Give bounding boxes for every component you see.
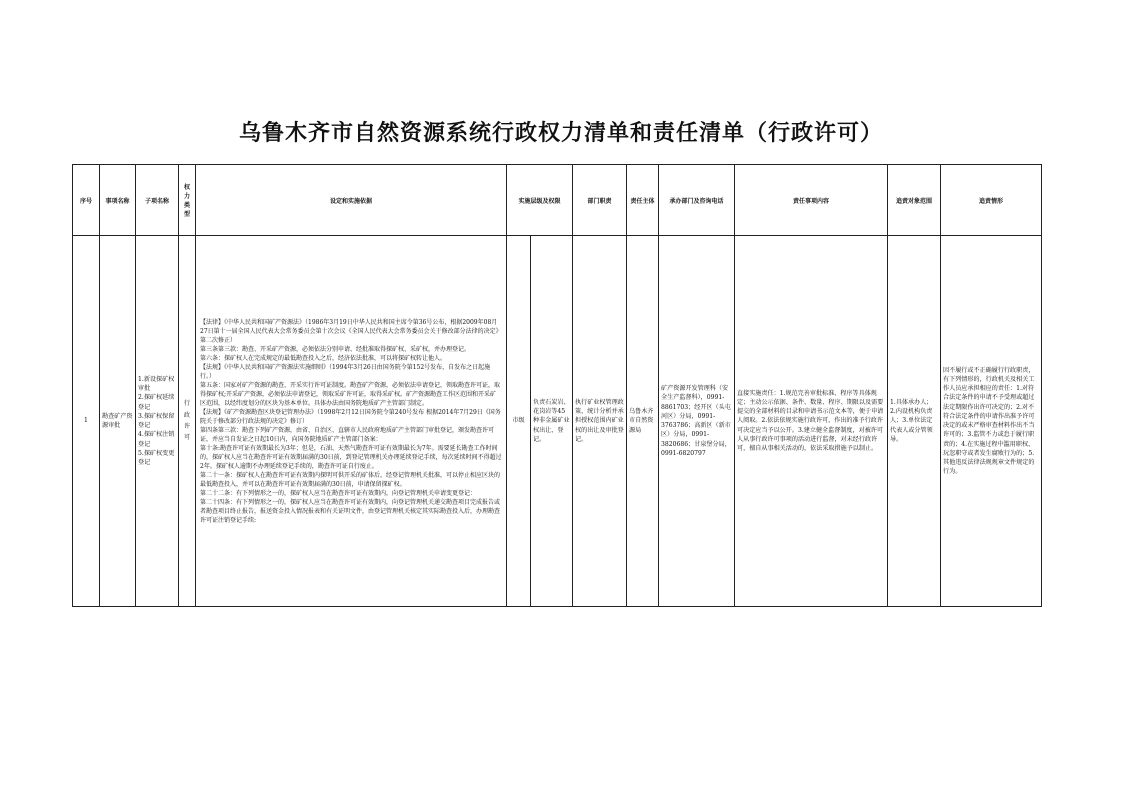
sub-item: 1.新设探矿权审批 <box>138 375 175 392</box>
seq-cell: 1 <box>73 236 100 607</box>
power-type-char: 行 <box>183 400 190 408</box>
basis-paragraph: 【法规】《中华人民共和国矿产资源法实施细则》（1994年3月26日由国务院令第152号发布，自发布之日起施行。） <box>200 363 491 380</box>
header-row <box>73 165 1042 236</box>
dept-phone-cell: 矿产资源开发管理科（安全生产监督科），0991-8861703；经开区（头屯河区）分局，0991-3763786；高新区（新市区）分局，0991-3820686；甘泉堡分局，0991-6820797 <box>659 236 735 607</box>
item-name-cell: 勘查矿产资源审批 <box>100 236 136 607</box>
header-situations: 追责情形 <box>941 165 1042 236</box>
dept-duty-cell: 执行矿业权管理政策，统计分析并承担授权范围内矿业权的出让及审批登记。 <box>573 236 627 607</box>
header-power-type-char: 类 <box>183 202 190 209</box>
target-cell: 1.具体承办人；2.内设机构负责人；3.单位法定代表人或分管领导。 <box>888 236 941 607</box>
basis-paragraph: 第二十一条：探矿权人在勘查许可证有效期内探明可供开采的矿体后，经登记管理机关批准，可以停止相应区块的最低勘查投入，并可以在勘查许可证有效期届满的30日前，申请保留探矿权。 <box>200 471 501 488</box>
basis-paragraph: 第十条:勘查许可证有效期最长为3年；但是，石油、天然气勘查许可证有效期最长为7年。需要延长勘查工作时间的，探矿权人应当在勘查许可证有效期届满的30日前，到登记管理机关办理延续登记手续，每次延续时间不得超过2年。探矿权人逾期不办理延续登记手续的，勘查许可证自行废止。 <box>200 444 502 470</box>
header-basis: 设定和实施依据 <box>196 165 507 236</box>
basis-paragraph: 第五条：国家对矿产资源的勘查、开采实行许可证制度。勘查矿产资源，必须依法申请登记，领取勘查许可证，取得探矿权;开采矿产资源，必须依法申请登记，领取采矿许可证，取得采矿权。矿产资源勘查工作区范围和开采矿区范围，以经纬度划分的区块为基本单位。具体办法由国务院地质矿产主管部门制定。 <box>200 381 501 407</box>
header-sub-item: 子项名称 <box>136 165 179 236</box>
header-item-name: 事项名称 <box>100 165 136 236</box>
header-power-type-char: 权 <box>183 184 190 191</box>
sub-item: 5.探矿权变更登记 <box>138 449 175 466</box>
sub-item: 3.探矿权保留登记 <box>138 412 175 429</box>
page-title: 乌鲁木齐市自然资源系统行政权力清单和责任清单（行政许可） <box>238 121 883 146</box>
header-dept-phone: 承办部门及咨询电话 <box>659 165 735 236</box>
header-subject: 责任主体 <box>627 165 659 236</box>
sub-item: 4.探矿权注销登记 <box>138 431 175 448</box>
sub-item: 2.探矿权延续登记 <box>138 394 175 411</box>
basis-paragraph: 第四条第三款：勘查下列矿产资源，由省、自治区、直辖市人民政府地质矿产主管部门审批登记，颁发勘查许可证，并应当自发证之日起10日内，向国务院地质矿产主管部门备案： <box>200 426 495 443</box>
header-level: 实施层级及权限 <box>507 165 573 236</box>
power-type-char: 可 <box>183 434 190 442</box>
basis-paragraph: 【法律】《中华人民共和国矿产资源法》（1986年3月19日中华人民共和国主席令第36号公布，根据2009年08月27日第十一届全国人民代表大会常务委员会第十次会议《全国人民代表大会常务委员会关于修改部分法律的决定》第二次修正） <box>200 318 502 344</box>
basis-paragraph: 第二十二条：有下列情形之一的，探矿权人应当在勘查许可证有效期内，向登记管理机关申请变更登记： <box>200 489 477 497</box>
level-scope-cell: 负责石炭岩、花岗岩等45种非金属矿业权出让、登记。 <box>531 236 573 607</box>
basis-paragraph: 第二十四条：有下列情形之一的，探矿权人应当在勘查许可证有效期内，向登记管理机关递交勘查项目完成报告或者勘查项目终止报告，报送资金投入情况报表和有关证明文件，由登记管理机关核定其实际勘查投入后，办理勘查许可证注销登记手续: <box>200 498 501 524</box>
table-row <box>73 236 1042 607</box>
basis-paragraph: 【法规】《矿产资源勘查区块登记管理办法》（1998年2月12日国务院令第240号发布 根据2014年7月29日《国务院关于修改部分行政法规的决定》修订） <box>200 408 501 425</box>
basis-paragraph: 第六条：探矿权人在完成规定的最低勘查投入之后，经济依法批准，可以将探矿权转让他人。 <box>200 354 447 362</box>
power-type-char: 政 <box>183 411 190 419</box>
header-responsibility: 责任事项内容 <box>735 165 888 236</box>
power-type-cell <box>179 236 196 607</box>
basis-paragraph: 第三条第三款：勘查、开采矿产资源，必须依法分别申请、经批准取得探矿权、采矿权，并办理登记。 <box>200 345 471 353</box>
level-city-cell: 市级 <box>507 236 531 607</box>
situations-cell: 因不履行或不正确履行行政职责，有下列情形的，行政机关及相关工作人员应承担相应的责任：1.对符合法定条件的申请不予受理或超过法定期限作出许可决定的；2.对不符合法定条件的申请作出准予许可决定的或未严格审查材料作出不当许可的；3.监管不力或怠于履行职责的；4.在实施过程中滥用职权、玩忽职守或者发生腐败行为的；5.其他违反法律法规规章文件规定的行为。 <box>941 236 1042 607</box>
header-seq: 序号 <box>73 165 100 236</box>
basis-cell <box>196 236 507 607</box>
header-dept-duty: 部门职责 <box>573 165 627 236</box>
subject-cell: 乌鲁木齐市自然资源局 <box>627 236 659 607</box>
power-list-table <box>72 164 1042 607</box>
sub-items-cell <box>136 236 179 607</box>
header-target: 追责对象范围 <box>888 165 941 236</box>
header-power-type <box>179 165 196 236</box>
header-power-type-char: 型 <box>183 211 190 218</box>
power-type-char: 许 <box>183 423 190 430</box>
header-power-type-char: 力 <box>183 193 190 200</box>
responsibility-cell: 直接实施责任：1.规范完善审批标准、程序等具体规定；主动公示依据、条件、数量、程序、期限以及需要提交的全部材料的目录和申请书示范文本等，便于申请人阅取。2.依法依规实施行政许可，作出的准予行政许可决定应当予以公开。3.建立健全监督制度，对被许可人从事行政许可事项的活动进行监督，对未经行政许可，擅自从事相关活动的，依法采取措施予以制止。 <box>735 236 888 607</box>
